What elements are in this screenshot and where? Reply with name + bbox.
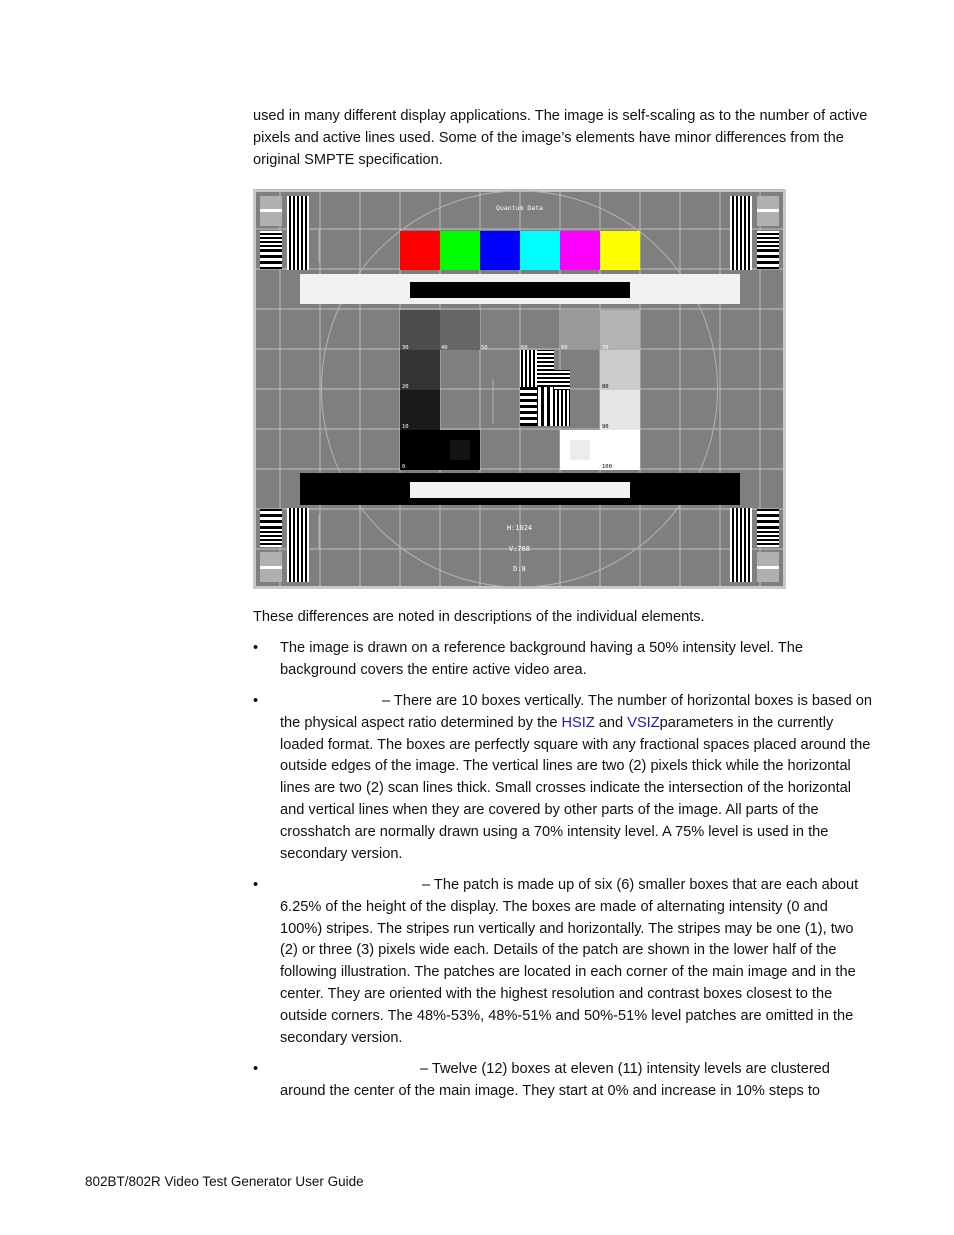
level-label: 20 (402, 384, 409, 390)
lower-white-bar (410, 482, 630, 498)
patch-box (260, 566, 282, 569)
gray-box (440, 310, 480, 350)
patch-box (287, 508, 309, 582)
patch-box (730, 196, 752, 270)
bullet-body (280, 875, 873, 1049)
upper-black-bar (410, 282, 630, 298)
patch-box (260, 527, 282, 547)
bullet-resolution-patch (253, 875, 873, 1049)
color-bar (400, 231, 440, 270)
level-label: 100 (602, 464, 612, 470)
color-bars (400, 231, 640, 270)
patch-box (260, 209, 282, 212)
color-bar (440, 231, 480, 270)
level-label: 60 (561, 345, 568, 351)
gray-box (600, 310, 640, 350)
patch-box (757, 527, 779, 547)
patch-box (260, 509, 282, 527)
bullet-background (253, 638, 873, 682)
color-bar (600, 231, 640, 270)
patch-box (757, 209, 779, 212)
gray-box (400, 430, 440, 470)
patch-box (260, 251, 282, 269)
level-label: 70 (602, 345, 609, 351)
bit-depth-readout: D:8 (513, 565, 526, 573)
color-bar (520, 231, 560, 270)
intro-paragraph: used in many different display applications. The image is self-scaling as to the number of active pixels and active lines used. Some of the image’s elements have minor differences from the original SMPTE specification. (253, 108, 868, 168)
level-label: 40 (441, 345, 448, 351)
brand-label: Quantum Data (496, 204, 543, 212)
bullet-text-part2: and (594, 714, 628, 731)
level-label: 60 (521, 345, 528, 351)
v-resolution-readout: V:768 (508, 545, 531, 553)
bullet-body (280, 1059, 873, 1103)
bullet-symbol: • (253, 877, 259, 893)
color-bar (560, 231, 600, 270)
patch-box (757, 566, 779, 569)
inner-patch (450, 440, 470, 460)
hsiz-link[interactable]: HSIZ (561, 714, 595, 731)
vsiz-link[interactable]: VSIZ (627, 714, 660, 731)
h-resolution-readout: H:1024 (506, 524, 533, 532)
level-label: 80 (602, 384, 609, 390)
smpte-test-pattern (253, 189, 786, 589)
bullet-symbol: • (253, 1061, 259, 1077)
gray-box (560, 310, 600, 350)
bullet-symbol: • (253, 693, 259, 709)
patch-box (287, 196, 309, 270)
patch-box (757, 509, 779, 527)
patch-box (757, 231, 779, 251)
patch-box (757, 251, 779, 269)
bullet-body (280, 691, 873, 865)
level-label: 50 (481, 345, 488, 351)
smpte-test-pattern-figure (253, 189, 786, 589)
bullet-text: – The patch is made up of six (6) smaller boxes that are each about 6.25% of the height of the display. The boxes are made of alternating intensity (0 and 100%) stripes. The stripes run vertically and horizontally. The stripes may be one (1), two (2) or three (3) pixels wide each. Details of the patch are shown in the lower half of the following illustration. The patches are located in each corner of the main image and in the center. They are oriented with the highest resolution and contrast boxes closest to the outside corners. The 48%-53%, 48%-51% and 50%-51% level patches are omitted in the secondary version. (280, 877, 859, 1046)
bullet-gray-boxes (253, 1059, 873, 1103)
level-label: 10 (402, 424, 409, 430)
patch-box (730, 508, 752, 582)
bullet-text-part1: – There are 10 boxes vertically. The number of horizontal boxes is based on the physical aspect ratio determined by the (280, 693, 872, 731)
bullet-symbol: • (253, 640, 259, 656)
patch-box (260, 231, 282, 251)
gray-box (400, 310, 440, 350)
inner-patch (570, 440, 590, 460)
bullet-text: – Twelve (12) boxes at eleven (11) intensity levels are clustered around the center of the main image. They start at 0% and increase in 10% steps to (280, 1061, 830, 1099)
bullet-crosshatch (253, 691, 873, 865)
bullet-text-part3: parameters in the currently loaded format. The boxes are perfectly square with any fractional spaces placed around the outside edges of the image. The vertical lines are two (2) pixels thick while the horizontal lines are two (2) scan lines thick. Small crosses indicate the intersection of the horizontal and vertical lines when they are covered by other parts of the image. All parts of the crosshatch are normally drawn using a 70% intensity level. A 75% level is used in the secondary version. (280, 714, 871, 862)
bullet-text: The image is drawn on a reference background having a 50% intensity level. The background covers the entire active video area. (280, 640, 803, 678)
color-bar (480, 231, 520, 270)
level-label: 90 (602, 424, 609, 430)
level-label: 0 (402, 464, 406, 470)
page-footer: 802BT/802R Video Test Generator User Guide (85, 1174, 364, 1189)
differences-note: These differences are noted in descriptions of the individual elements. (253, 609, 705, 625)
level-label: 30 (402, 345, 409, 351)
